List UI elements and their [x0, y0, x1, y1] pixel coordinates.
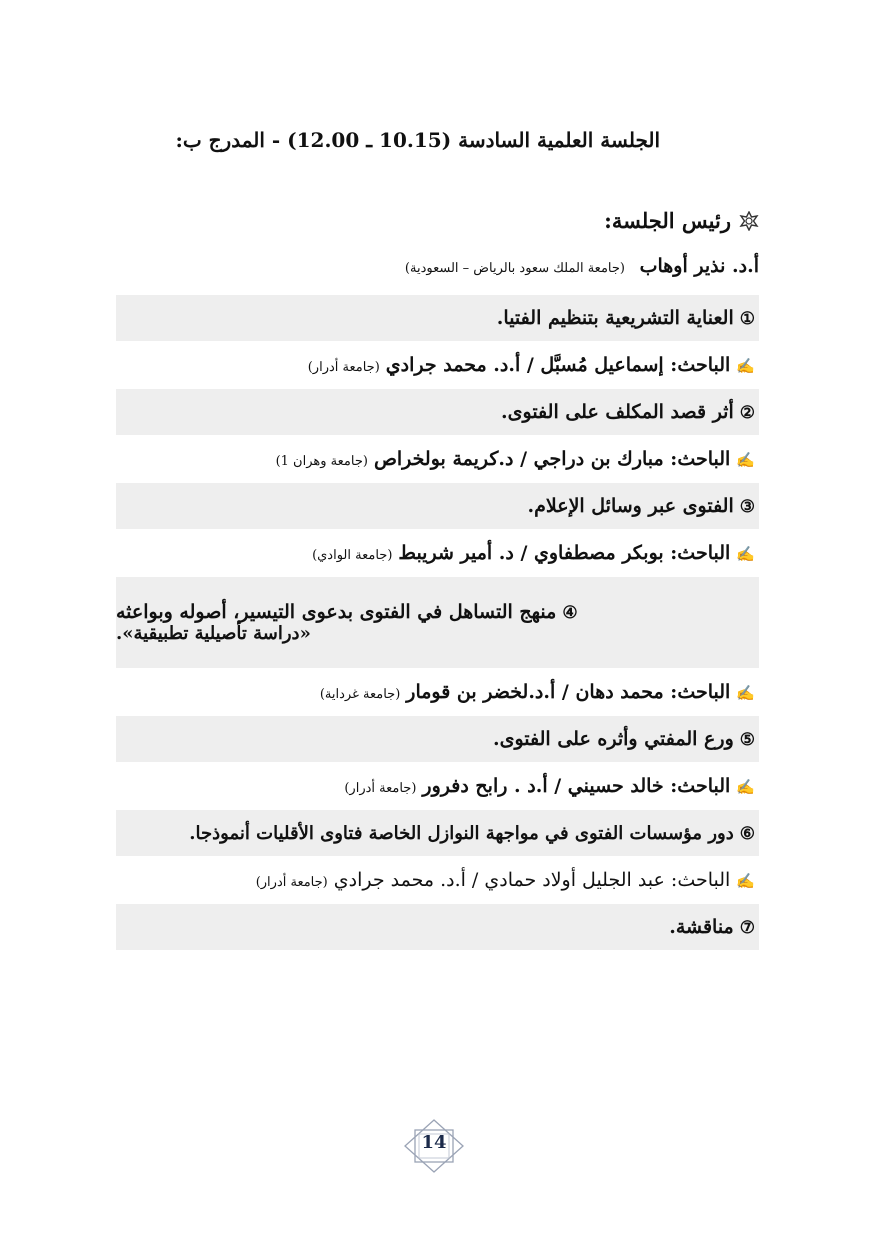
topic-title: مناقشة.: [669, 916, 734, 938]
chair-heading-label: رئيس الجلسة:: [604, 208, 731, 233]
researcher-names: الباحث: بوبكر مصطفاوي / د. أمير شريبط: [398, 542, 731, 564]
topic-row: [116, 904, 759, 951]
pen-icon: ✍: [736, 872, 755, 890]
topic-title-line2: «دراسة تأصيلية تطبيقية».: [116, 623, 311, 644]
researcher-row: [116, 342, 759, 389]
page-number-frame: [403, 1118, 465, 1174]
researcher-names: الباحث: محمد دهان / أ.د.لخضر بن قومار: [406, 681, 731, 703]
topic-row: [116, 810, 759, 857]
topic-number: ⑤: [739, 730, 755, 750]
researcher-affiliation: (جامعة أدرار): [307, 360, 380, 375]
pen-icon: ✍: [736, 684, 755, 702]
session-title: الجلسة العلمية السادسة (10.15 ـ 12.00) - المدرج ب:: [175, 128, 660, 152]
researcher-names: الباحث: مبارك بن دراجي / د.كريمة بولخراص: [373, 448, 731, 470]
chair-name: أ.د. نذير أوهاب: [639, 255, 759, 277]
topic-number: ②: [739, 403, 755, 423]
pen-icon: ✍: [736, 545, 755, 563]
topic-title: أثر قصد المكلف على الفتوى.: [501, 401, 734, 423]
researcher-names: الباحث: عبد الجليل أولاد حمادي / أ.د. محمد جرادي: [333, 869, 731, 891]
topic-number: ①: [739, 309, 755, 329]
session-program: [116, 295, 759, 951]
researcher-names: الباحث: خالد حسيني / أ.د . رابح دفرور: [422, 775, 731, 797]
topic-number: ⑦: [739, 918, 755, 938]
researcher-row: [116, 763, 759, 810]
pen-icon: ✍: [736, 451, 755, 469]
page-number: 14: [421, 1132, 447, 1153]
pen-icon: ✍: [736, 778, 755, 796]
topic-title: العناية التشريعية بتنظيم الفتيا.: [496, 307, 734, 329]
ornament-star-icon: [739, 211, 759, 231]
topic-number: ⑥: [739, 823, 755, 844]
topic-number: ③: [739, 497, 755, 517]
researcher-affiliation: (جامعة أدرار): [255, 875, 328, 890]
topic-row: [116, 483, 759, 530]
topic-title: دور مؤسسات الفتوى في مواجهة النوازل الخاصة فتاوى الأقليات أنموذجا.: [189, 822, 734, 844]
topic-row: [116, 716, 759, 763]
researcher-affiliation: (جامعة أدرار): [344, 781, 417, 796]
topic-row: [116, 389, 759, 436]
topic-title: منهج التساهل في الفتوى بدعوى التيسير، أصوله وبواعثه: [116, 601, 557, 623]
researcher-row: [116, 857, 759, 904]
chair-affiliation: (جامعة الملك سعود بالرياض – السعودية): [404, 261, 625, 276]
researcher-affiliation: (جامعة وهران 1): [275, 454, 368, 469]
chair-heading: [604, 208, 759, 233]
researcher-row: [116, 669, 759, 716]
researcher-affiliation: (جامعة الوادي): [312, 548, 393, 563]
topic-row: [116, 295, 759, 342]
researcher-names: الباحث: إسماعيل مُسبَّل / أ.د. محمد جرادي: [385, 354, 731, 376]
topic-number: ④: [562, 603, 578, 623]
researcher-affiliation: (جامعة غرداية): [319, 687, 401, 702]
chair-name-line: [405, 255, 759, 277]
researcher-row: [116, 436, 759, 483]
topic-title: ورع المفتي وأثره على الفتوى.: [493, 728, 734, 750]
topic-title: الفتوى عبر وسائل الإعلام.: [527, 495, 734, 517]
pen-icon: ✍: [736, 357, 755, 375]
topic-row: [116, 577, 759, 669]
researcher-row: [116, 530, 759, 577]
